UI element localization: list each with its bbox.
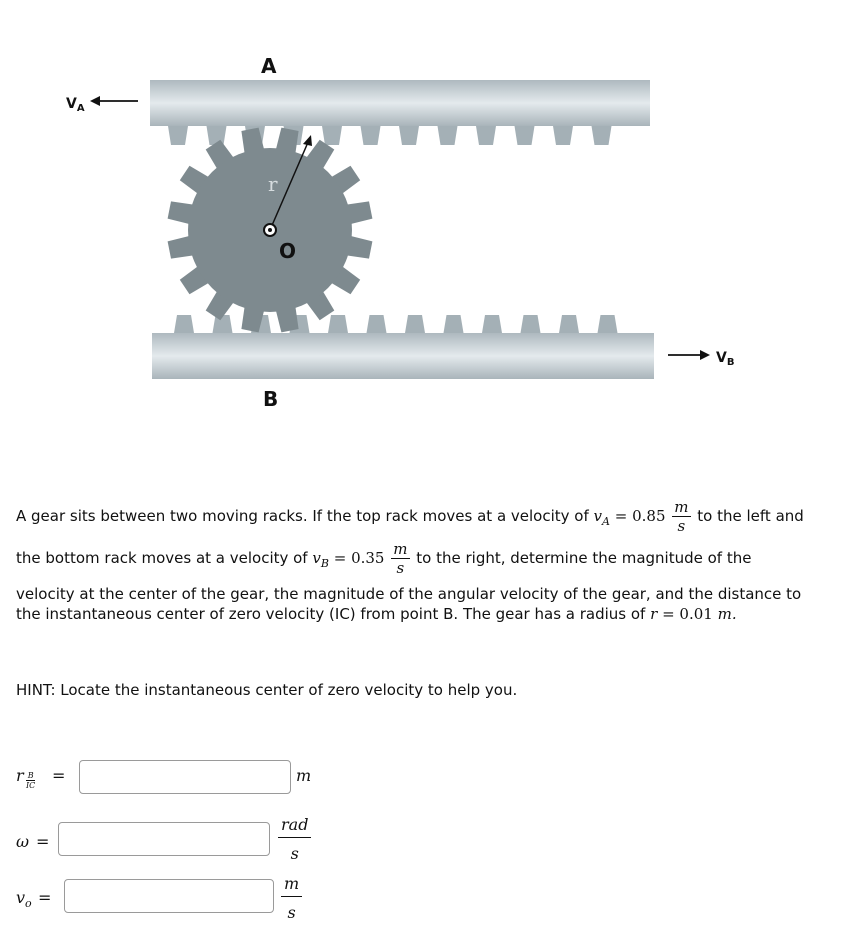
rack-tooth bbox=[553, 126, 573, 145]
va-value: 0.85 bbox=[632, 507, 666, 525]
problem-text: to the right, determine the magnitude of the bbox=[416, 549, 752, 567]
gear-rack-diagram bbox=[0, 0, 863, 440]
vb-symbol: $v_B$ bbox=[312, 549, 329, 570]
rack-tooth bbox=[559, 315, 579, 333]
center-label: O bbox=[279, 239, 297, 263]
velocity-b-label: $V_B$ bbox=[716, 350, 735, 368]
vo-label: $v_o$ bbox=[16, 888, 32, 911]
hint-text: HINT: Locate the instantaneous center of zero velocity to help you. bbox=[16, 681, 518, 699]
rack-tooth bbox=[174, 315, 194, 333]
problem-line-2: the bottom rack moves at a velocity of $v_B = 0.35$ $\frac{m}{s}$ to the right, determine the magnitude of the bbox=[16, 540, 752, 577]
va-unit: $\frac{m}{s}$ bbox=[674, 498, 689, 535]
vo-input[interactable] bbox=[64, 879, 274, 913]
problem-text: the instantaneous center of zero velocity (IC) from point B. The gear has a radius of bbox=[16, 605, 646, 623]
problem-text: to the left and bbox=[697, 507, 804, 525]
r-b-ic-unit: m bbox=[296, 766, 312, 785]
velocity-a-arrow bbox=[90, 96, 138, 106]
rack-tooth bbox=[213, 315, 233, 333]
va-symbol: $v_A$ bbox=[593, 507, 610, 528]
problem-line-1: A gear sits between two moving racks. If the top rack moves at a velocity of $v_A = 0.85$ $\frac{m}{s}$ to the left and bbox=[16, 498, 804, 535]
equals-sign: = bbox=[36, 832, 50, 851]
rack-tooth bbox=[361, 126, 381, 145]
rack-tooth bbox=[482, 315, 502, 333]
rack-tooth bbox=[399, 126, 419, 145]
vb-value: 0.35 bbox=[351, 549, 385, 567]
rack-tooth bbox=[598, 315, 618, 333]
velocity-a-label: $V_A$ bbox=[66, 96, 85, 114]
problem-text: the bottom rack moves at a velocity of bbox=[16, 549, 308, 567]
label-a: A bbox=[261, 54, 277, 78]
bottom-rack bbox=[152, 315, 654, 379]
rack-tooth bbox=[515, 126, 535, 145]
vo-unit: m s bbox=[281, 874, 302, 922]
r-value: 0.01 bbox=[679, 605, 713, 623]
problem-line-4: the instantaneous center of zero velocity (IC) from point B. The gear has a radius of r = 0.01 m. bbox=[16, 605, 737, 623]
r-unit: m. bbox=[717, 605, 737, 623]
rack-tooth bbox=[207, 126, 227, 145]
velocity-b-arrow bbox=[668, 350, 710, 360]
rack-tooth bbox=[322, 126, 342, 145]
equals-sign: = bbox=[38, 888, 52, 907]
top-rack bbox=[150, 80, 650, 145]
rack-tooth bbox=[438, 126, 458, 145]
rack-tooth bbox=[168, 126, 188, 145]
equals-sign: = bbox=[52, 766, 66, 785]
problem-text: A gear sits between two moving racks. If the top rack moves at a velocity of bbox=[16, 507, 589, 525]
r-b-ic-label: r bbox=[16, 766, 24, 785]
rack-tooth bbox=[367, 315, 387, 333]
rack-tooth bbox=[444, 315, 464, 333]
label-b: B bbox=[263, 387, 279, 411]
rack-tooth bbox=[328, 315, 348, 333]
rack-tooth bbox=[521, 315, 541, 333]
radius-arrowhead bbox=[303, 135, 312, 146]
vb-unit: $\frac{m}{s}$ bbox=[393, 540, 408, 577]
rack-tooth bbox=[592, 126, 612, 145]
rack-tooth bbox=[476, 126, 496, 145]
rack-tooth bbox=[405, 315, 425, 333]
omega-unit: rad s bbox=[278, 815, 311, 863]
problem-line-3: velocity at the center of the gear, the magnitude of the angular velocity of the gear, and the distance to bbox=[16, 585, 802, 603]
r-b-ic-subscript: B IC bbox=[26, 771, 36, 790]
r-symbol: r bbox=[650, 605, 658, 623]
radius-label: r bbox=[268, 172, 278, 196]
omega-label: ω bbox=[16, 832, 30, 851]
r-b-ic-input[interactable] bbox=[79, 760, 291, 794]
omega-input[interactable] bbox=[58, 822, 270, 856]
